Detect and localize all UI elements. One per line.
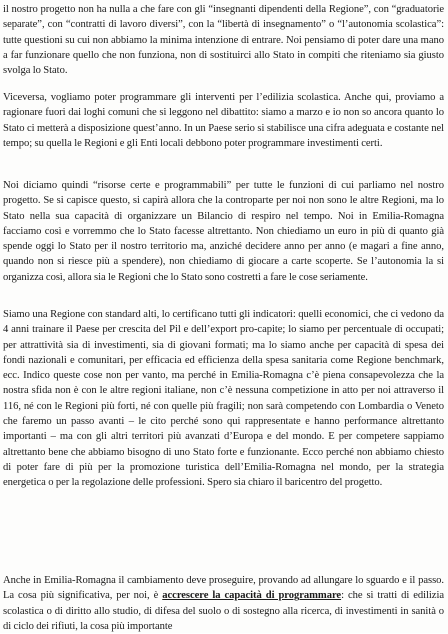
paragraph-3: Noi diciamo quindi “risorse certe e programmabili” per tutte le funzioni di cui parliamo nel nostro progetto. Se si capisce questo, si capirà allora che la controparte per noi non sono le altre Regioni, ma lo Stato nella sua capacità di organizzare un Bilancio di respiro nel tempo. Noi in Emilia-Romagna facciamo così e vorremmo che lo Stato facesse altrettanto. Non chiediamo un euro in più di quanto già spende oggi lo Stato per il nostro territorio ma, anziché decidere anno per anno (e magari a fine anno, quando non si riesce più a spendere), non chiediamo di giocare a carte scoperte. Se l’autonomia la si organizza così, allora sia le Regioni che lo Stato sono costretti a fare le cose seriamente. xyxy=(3,180,444,283)
paragraph-4: Siamo una Regione con standard alti, lo certificano tutti gli indicatori: quelli economici, che ci vedono da 4 anni trainare il Paese per crescita del Pil e dell’export pro-capite; lo siamo per percentuale di occupati; per attrattività sia di investimenti, sia di giovani formati; ma lo siamo anche per capacità di spesa dei fondi nazionali e comunitari, per efficacia ed efficienza della spesa sanitaria come Regione benchmark, ecc. Indico queste cose non per vanto, ma perché in Emilia-Romagna c’è piena consapevolezza che la nostra sfida non è con le altre regioni italiane, non c’è nessuna competizione in atto per noi attraverso il 116, né con le Regioni più forti, né con quelle più fragili; non sarà competendo con Lombardia o Veneto che faremo un passo avanti – le cito perché sono qui rappresentate e hanno performance altrettanto importanti – ma con gli altri territori più avanzati d’Europa e del mondo. E per competere sappiamo altrettanto bene che abbiamo bisogno di uno Stato forte e funzionante. Ecco perché non abbiamo chiesto di poter fare di più per la promozione turistica dell’Emilia-Romagna nel mondo, per la strategia energetica o per la regolazione delle professioni. Spero sia chiaro il baricentro del progetto. xyxy=(3,309,444,489)
paragraph-5-text-after: : che si tratti di edilizia scolastica o di diritto allo studio, di difesa del suolo o di sostegno alla ricerca, di investimenti in sanità o di ciclo dei rifiuti, la cosa più importante xyxy=(3,590,445,632)
paragraph-5 xyxy=(3,573,444,634)
paragraph-2: Viceversa, vogliamo poter programmare gli interventi per l’edilizia scolastica. Anche qui, proviamo a ragionare fuori dai loghi comuni che si leggono nel dibattito: siamo a marzo e io non so ancora quanto lo Stato ci metterà a disposizione quest’anno. In un Paese serio si stabilisce una cifra adeguata e costante nel tempo; su quella le Regioni e gli Enti locali debbono poter programmare investimenti certi. xyxy=(3,92,444,149)
paragraph-1: il nostro progetto non ha nulla a che fare con gli “insegnanti dipendenti della Regione”, con “graduatorie separate”, con “contratti di lavoro diversi”, con la “libertà di insegnamento” o “l’autonomia scolastica”: tutte questioni su cui non abbiamo la minima intenzione di entrare. Noi pensiamo di poter dare una mano a far funzionare quello che non funziona, non di sostituirci allo Stato in compiti che riteniamo sia giusto svolga lo Stato. xyxy=(3,4,444,77)
emphasized-phrase: accrescere la capacità di programmare xyxy=(162,590,342,602)
paragraph-5-text-before: Anche in Emilia-Romagna il cambiamento deve proseguire, provando ad allungare lo sguardo e il passo. La cosa più significativa, per noi, è xyxy=(3,575,444,602)
